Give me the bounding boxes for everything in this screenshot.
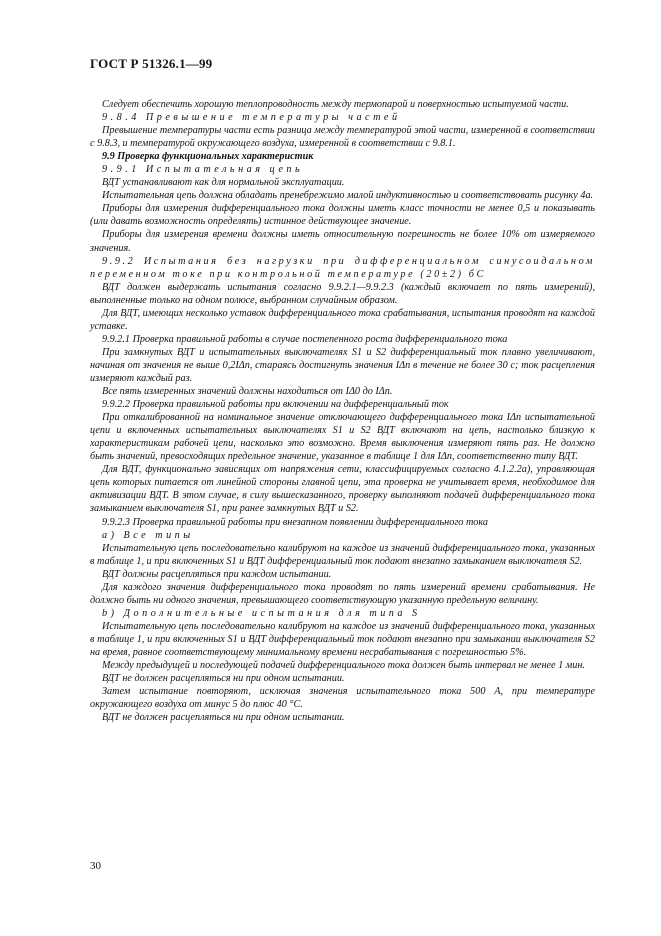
document-body [90, 98, 595, 724]
paragraph: Следует обеспечить хорошую теплопроводность между термопарой и поверхностью испытуемой части. [102, 99, 569, 110]
paragraph: Превышение температуры части есть разница между температурой этой части, измеренной в соответствии с 9.8.3, и температурой окружающего воздуха, измеренной в соответствии с 9.8.1. [90, 125, 595, 150]
item-heading: b) Дополнительные испытания для типа S [102, 607, 421, 619]
paragraph: Между предыдущей и последующей подачей дифференциального тока должен быть интервал не менее 1 мин. [102, 660, 585, 672]
paragraph: При откалиброванной на номинальное значение отключающего дифференциального тока IΔn испытательной цепи и включенных испытательных выключателях S1 и S2 ВДТ включают на цепь, настолько близкую к характеристикам рабочей цепи, насколько это возможно. Время выключения измеряют пять раз. Не должно быть значений, превосходящих предельное значение, указанное в таблице 1 для IΔn, соответственно типу ВДТ. [90, 412, 595, 463]
paragraph: Для ВДТ, имеющих несколько уставок дифференциального тока срабатывания, испытания проводят на каждой уставке. [90, 307, 595, 332]
paragraph: ВДТ должны расцепляться при каждом испытании. [102, 568, 332, 580]
paragraph: Приборы для измерения дифференциального тока должны иметь класс точности не менее 0,5 и показывать (или давать возможность определять) истинное действующее значение. [90, 203, 595, 228]
paragraph: Для ВДТ, функционально зависящих от напряжения сети, классифицируемых согласно 4.1.2.2а), управляющая цепь которых питается от линейной стороны главной цепи, эта проверка не учитывает время, необходимое для активизации ВДТ. В этом случае, в силу вышесказанного, проверку выполняют подачей дифференциального тока замыканием выключателя S1, при ранее замкнутых ВДТ и S2. [90, 464, 595, 515]
section-heading: 9.9 Проверка функциональных характеристик [102, 151, 314, 163]
paragraph: Испытательную цепь последовательно калибруют на каждое из значений дифференциального тока, указанных в таблице 1, и при включенных S1 и ВДТ дифференциальный ток подают внезапно замыканием выключателя S2. [90, 542, 595, 567]
document-header: ГОСТ Р 51326.1—99 [90, 56, 213, 71]
subsection-heading: 9.9.2.3 Проверка правильной работы при внезапном появлении дифференциального тока [102, 516, 488, 528]
paragraph: Все пять измеренных значений должны находиться от IΔ0 до IΔn. [102, 386, 393, 398]
section-heading: 9.9.1 Испытательная цепь [102, 164, 304, 176]
paragraph: Для каждого значения дифференциального тока проводят по пять измерений времени срабатывания. Не должно быть ни одного значения, превышающего соответствующую указанную предельную величину. [90, 581, 595, 606]
subsection-heading: 9.9.2.1 Проверка правильной работы в случае постепенного роста дифференциального тока [102, 333, 508, 345]
item-heading: а) Все типы [102, 529, 194, 541]
paragraph: Приборы для измерения времени должны иметь относительную погрешность не более 10% от измеряемого значения. [90, 229, 595, 254]
paragraph: При замкнутых ВДТ и испытательных выключателях S1 и S2 дифференциальный ток плавно увеличивают, начиная от значения не выше 0,2IΔn, стараясь достигнуть значения IΔn в течение не более 30 с; ток расцепления измеряют каждый раз. [90, 346, 595, 384]
subsection-heading: 9.9.2.2 Проверка правильной работы при включении на дифференциальный ток [102, 399, 449, 411]
paragraph: ВДТ не должен расцепляться ни при одном испытании. [102, 673, 345, 685]
section-heading: 9.8.4 Превышение температуры частей [102, 112, 401, 124]
paragraph: Испытательную цепь последовательно калибруют на каждое из значений дифференциального тока, указанных в таблице 1, и при включенных S1 и ВДТ дифференциальный ток подают внезапно при замыкании выключателя S2 на время, равное соответствующему минимальному времени несрабатывания с погрешностью 5%. [90, 620, 595, 658]
paragraph: ВДТ не должен расцепляться ни при одном испытании. [102, 712, 345, 724]
paragraph: ВДТ должен выдержать испытания согласно 9.9.2.1—9.9.2.3 (каждый включает по пять измерений), выполненные только на одном полюсе, выбранном случайным образом. [90, 281, 595, 306]
section-heading: 9.9.2 Испытания без нагрузки при дифференциальном синусоидальном переменном токе при контрольной температуре (20±2) бС [90, 255, 595, 280]
paragraph: Испытательная цепь должна обладать пренебрежимо малой индуктивностью и соответствовать рисунку 4а. [102, 190, 594, 202]
paragraph: Затем испытание повторяют, исключая значения испытательного тока 500 А, при температуре окружающего воздуха от минус 5 до плюс 40 °С. [90, 686, 595, 711]
paragraph: ВДТ устанавливают как для нормальной эксплуатации. [102, 177, 345, 189]
page-number: 30 [90, 860, 101, 872]
